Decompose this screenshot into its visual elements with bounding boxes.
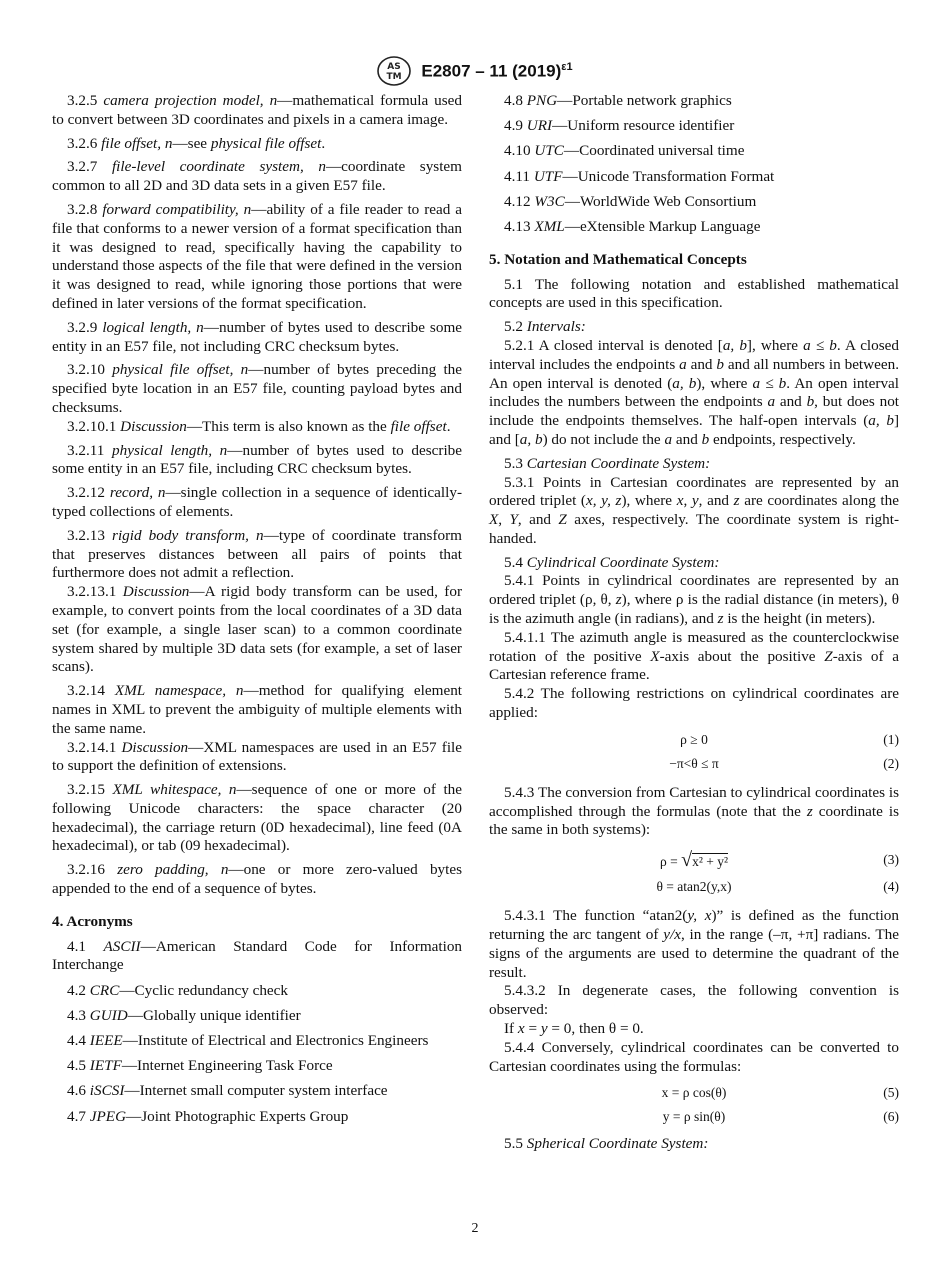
equation-3: ρ = √x² + y² (3): [659, 849, 899, 872]
def-3-2-6: 3.2.6 file offset, n—see physical file offset.: [67, 134, 326, 152]
def-3-2-15: 3.2.15 XML whitespace, n—sequence of one or more of the following Unicode characters: the space character (20 hexadecimal), the carriage return (0D hexadecimal), line feed (0A hexadecimal), or tab (09 hexadecimal).: [52, 781, 463, 855]
para-5-1: 5.1 The following notation and established mathematical concepts are used in this specification.: [489, 275, 899, 312]
acronym-item: 4.1 ASCII—American Standard Code for Information Interchange: [52, 937, 463, 974]
acronym-item: 4.10 UTC—Coordinated universal time: [504, 142, 745, 160]
para-5-4-1-1: 5.4.1.1 The azimuth angle is measured as the counterclockwise rotation of the positive X-axis about the positive Z-axis of a Cartesian reference frame.: [489, 628, 899, 684]
acronym-item: 4.6 iSCSI—Internet small computer system interface: [67, 1082, 388, 1100]
standard-designation: E2807 – 11 $(2019)^{\varepsilon 1}$: [421, 60, 573, 81]
para-5-4-3-1: 5.4.3.1 The function “atan2(y, x)” is defined as the function returning the arc tangent of y/x, in the range (–π, +π] radians. The signs of the arguments are used to determine the quadrant of the result.: [489, 907, 899, 981]
def-3-2-14: 3.2.14 XML namespace, n—method for qualifying element names in XML to prevent the ambiguity of multiple elements with the same name.: [52, 682, 463, 737]
section-heading-acronyms: 4. Acronyms: [52, 912, 133, 930]
def-3-2-14-1: 3.2.14.1 Discussion—XML namespaces are used in an E57 file to support the definition of extensions.: [52, 738, 462, 775]
acronym-item: 4.13 XML—eXtensible Markup Language: [504, 217, 761, 235]
def-3-2-7: 3.2.7 file-level coordinate system, n—coordinate system common to all 2D and 3D data sets in a given E57 file.: [52, 158, 462, 195]
degenerate-condition: If x = y = 0, then θ = 0.: [504, 1020, 644, 1038]
heading-5-2: 5.2 Intervals:: [504, 318, 586, 336]
acronym-item: 4.3 GUID—Globally unique identifier: [67, 1006, 301, 1024]
acronym-item: 4.8 PNG—Portable network graphics: [504, 92, 732, 109]
equation-6: y = ρ sin(θ) (6): [662, 1109, 899, 1125]
acronym-list-left: [52, 938, 462, 1127]
heading-5-3: 5.3 Cartesian Coordinate System:: [504, 454, 711, 472]
acronym-item: 4.4 IEEE—Institute of Electrical and Electronics Engineers: [67, 1032, 429, 1050]
para-5-4-4: 5.4.4 Conversely, cylindrical coordinates can be converted to Cartesian coordinates using the formulas:: [489, 1038, 899, 1075]
acronym-item: 4.2 CRC—Cyclic redundancy check: [67, 981, 289, 999]
acronym-item: 4.9 URI—Uniform resource identifier: [504, 117, 735, 135]
para-5-2-1: 5.2.1 A closed interval is denoted [a, b], where a ≤ b. A closed interval includes the endpoints a and b and all numbers in between. An open interval is denoted (a, b), where a ≤ b. An open interval includes the numbers between the endpoints a and b, but does not include the endpoints themselves. The half-open intervals (a, b] and [a, b) do not include the a and b endpoints, respectively.: [489, 336, 900, 448]
left-column: [52, 92, 462, 1133]
para-5-4-3: 5.4.3 The conversion from Cartesian to cylindrical coordinates is accomplished through the formulas (note that the z coordinate is the same in both systems):: [489, 783, 899, 839]
equation-2: −π<θ ≤ π (2): [669, 755, 899, 771]
def-3-2-12: 3.2.12 record, n—single collection in a sequence of identically-typed collections of elements.: [52, 484, 463, 520]
def-3-2-9: 3.2.9 logical length, n—number of bytes used to describe some entity in an E57 file, not including CRC checksum bytes.: [52, 318, 462, 355]
def-3-2-10: 3.2.10 physical file offset, n—number of bytes preceding the specified byte location in an E57 file, counting payload bytes and checksums.: [52, 361, 462, 416]
def-3-2-5: 3.2.5 camera projection model, n—mathematical formula used to convert between 3D coordinates and pixels in a camera image.: [52, 92, 463, 128]
def-3-2-16: 3.2.16 zero padding, n—one or more zero-valued bytes appended to the end of a sequence of bytes.: [52, 861, 463, 898]
acronym-item: 4.12 W3C—WorldWide Web Consortium: [504, 192, 757, 210]
page-header: [0, 56, 950, 86]
svg-text:AS: AS: [387, 62, 402, 72]
heading-5-4: 5.4 Cylindrical Coordinate System:: [504, 553, 720, 571]
svg-text:TM: TM: [386, 72, 402, 82]
astm-logo-icon: [377, 56, 411, 86]
acronym-item: 4.5 IETF—Internet Engineering Task Force: [67, 1057, 333, 1075]
def-3-2-13-1: 3.2.13.1 Discussion—A rigid body transform can be used, for example, to convert points from the local coordinates of a 3D data set (for example, a single laser scan) to a common coordinate system shared by multiple 3D data sets (for example, a set of laser scans).: [52, 583, 462, 676]
acronym-item: 4.7 JPEG—Joint Photographic Experts Group: [67, 1107, 349, 1125]
section-heading-notation: 5. Notation and Mathematical Concepts: [489, 250, 747, 268]
equation-1: ρ ≥ 0 (1): [680, 731, 899, 747]
def-3-2-8: 3.2.8 forward compatibility, n—ability of a file reader to read a file that conforms to a newer version of a format specification than it was designed to read, specifically having the capability to understand those aspects of the file that were defined in the version it was designed to read, while ignoring those portions that were defined in later versions of the format specification.: [52, 200, 463, 312]
heading-5-5: 5.5 Spherical Coordinate System:: [504, 1135, 709, 1153]
para-5-4-1: 5.4.1 Points in cylindrical coordinates are represented by an ordered triplet (ρ, θ, z), where ρ is the radial distance (in meters), θ is the azimuth angle (in radians), and z is the height (in meters).: [489, 572, 899, 628]
equation-4: θ = atan2(y,x) (4): [656, 879, 899, 895]
right-column: [489, 92, 899, 1159]
def-3-2-10-1: 3.2.10.1 Discussion—This term is also known as the file offset.: [67, 417, 451, 435]
def-3-2-11: 3.2.11 physical length, n—number of bytes used to describe some entity in an E57 file, including CRC checksum bytes.: [52, 441, 462, 478]
para-5-4-2: 5.4.2 The following restrictions on cylindrical coordinates are applied:: [489, 685, 899, 722]
para-5-3-1: 5.3.1 Points in Cartesian coordinates are represented by an ordered triplet (x, y, z), where x, y, and z are coordinates along the X, Y, and Z axes, respectively. The coordinate system is right-handed.: [489, 473, 899, 547]
page-number: 2: [471, 1221, 479, 1236]
acronym-list-right: [489, 92, 899, 237]
equation-5: x = ρ cos(θ) (5): [661, 1085, 899, 1101]
acronym-item: 4.11 UTF—Unicode Transformation Format: [504, 167, 775, 185]
def-3-2-13: 3.2.13 rigid body transform, n—type of coordinate transform that preserves distances between all pairs of points that furthermore does not admit a reflection.: [52, 526, 462, 582]
para-5-4-3-2: 5.4.3.2 In degenerate cases, the following convention is observed:: [489, 982, 899, 1019]
